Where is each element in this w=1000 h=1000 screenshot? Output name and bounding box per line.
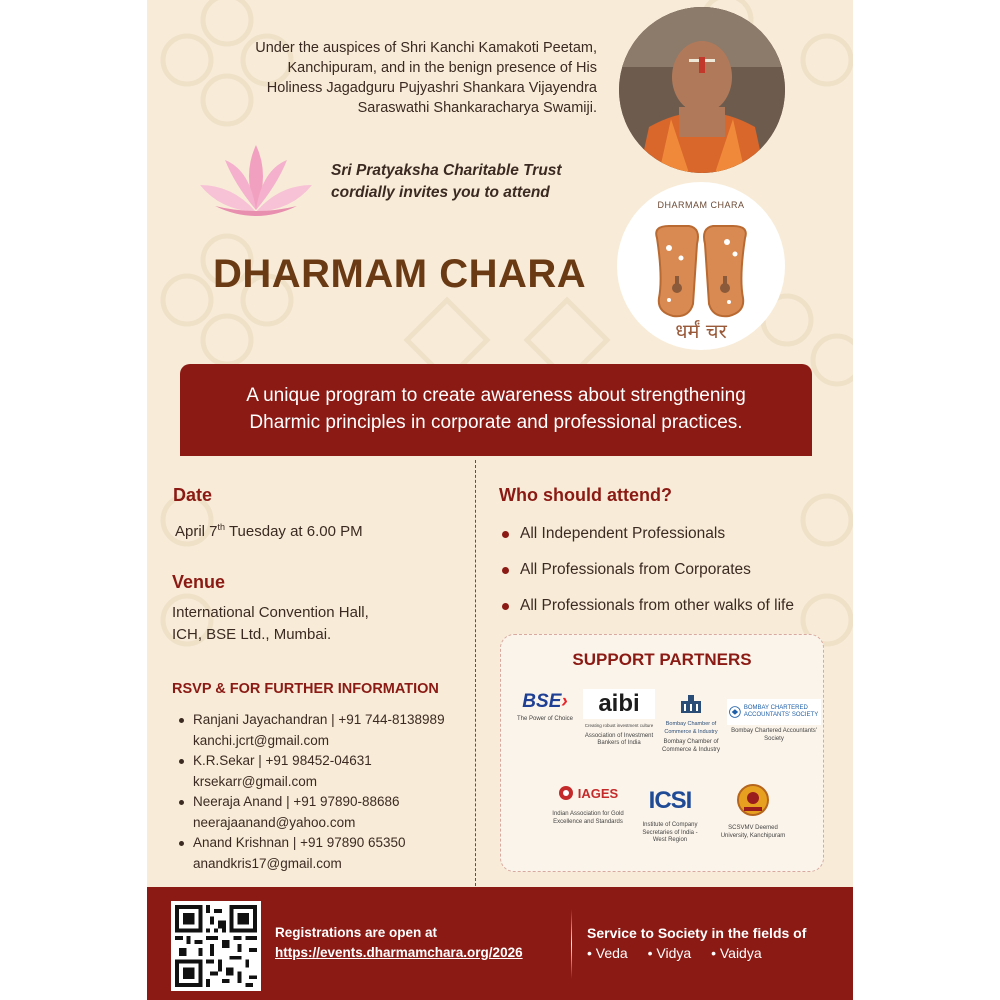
contact-email[interactable]: krsekarr@gmail.com [193,773,317,789]
rsvp-contact [177,710,467,751]
partner-scsvmv [715,783,791,840]
column-divider [475,460,476,886]
invitation-text [331,160,621,204]
partner-iages [549,785,627,826]
bcci-building-icon [678,693,704,713]
bcas-caption: Bombay Chartered Accountants' Society [731,728,817,742]
attend-item: All Professionals from other walks of life [499,588,839,624]
dharmam-chara-logo [617,182,785,350]
banner-line: Dharmic principles in corporate and professional practices. [249,412,743,433]
aibi-tagline: Creating robust investment culture [584,723,654,728]
partner-aibi [583,689,655,748]
logo-caption: DHARMAM CHARA [657,200,745,210]
iages-caption: Indian Association for Gold Excellence and Standards [552,811,624,825]
bcas-emblem-icon [729,701,741,723]
date-text-post: Tuesday at 6.00 PM [225,523,363,540]
icsi-caption: Institute of Company Secretaries of India - West Region [642,822,698,843]
registration-link[interactable]: https://events.dharmamchara.org/2026 [275,945,523,960]
scsvmv-caption: SCSVMV Deemed University, Kanchipuram [720,825,786,839]
banner-text [200,382,792,436]
support-partners-box [500,634,824,872]
bse-mark: BSE [522,691,562,712]
bse-tagline: The Power of Choice [516,716,574,722]
logo-devanagari: धर्मं चर [675,319,727,342]
date-text-pre: April 7 [175,523,218,540]
attend-heading: Who should attend? [499,485,672,505]
qr-code-icon [175,905,257,987]
paduka-icon [639,218,763,342]
bcas-mark: BOMBAY CHARTERED ACCOUNTANTS' SOCIETY [743,705,819,718]
bse-logo: BSE› [522,691,568,712]
registration-label: Registrations are open at [275,925,438,940]
auspices-line: Under the auspices of Shri Kanchi Kamakoti Peetam, [255,40,597,56]
bcas-logo [727,699,821,725]
contact-name-phone: K.R.Sekar | +91 98452-04631 [193,753,372,768]
rsvp-contact [177,751,467,792]
contact-name-phone: Anand Krishnan | +91 97890 65350 [193,835,406,850]
field-vidya: • Vidya [647,945,692,961]
registration-text [275,923,523,963]
lotus-icon [195,140,317,222]
rsvp-contact [177,792,467,833]
auspices-text [207,38,597,118]
contact-name-phone: Neeraja Anand | +91 97890-88686 [193,794,400,809]
program-banner [180,364,812,456]
partner-bse [509,691,581,724]
partner-bcas [727,699,821,743]
venue-line: International Convention Hall, [172,604,369,621]
contact-name-phone: Ranjani Jayachandran | +91 744-8138989 [193,712,445,727]
attend-list [499,516,839,624]
bcci-mark: Bombay Chamber of Commerce & Industry [664,721,718,735]
banner-line: A unique program to create awareness about strengthening [246,385,746,406]
venue-line: ICH, BSE Ltd., Mumbai. [172,626,332,643]
swamiji-portrait [619,7,785,173]
bcci-caption: Bombay Chamber of Commerce & Industry [661,739,721,753]
rsvp-contact [177,833,467,874]
venue-heading: Venue [172,572,226,592]
scsvmv-emblem-icon [736,783,770,817]
partner-bcci [657,693,725,754]
aibi-caption: Association of Investment Bankers of India [584,732,654,746]
contact-email[interactable]: neerajaanand@yahoo.com [193,814,356,830]
attend-item: All Independent Professionals [499,516,839,552]
auspices-line: Saraswathi Shankaracharya Swamiji. [357,100,597,116]
partners-heading: SUPPORT PARTNERS [572,650,752,669]
rsvp-heading: RSVP & FOR FURTHER INFORMATION [172,681,439,697]
contact-email[interactable]: anandkris17@gmail.com [193,855,342,871]
field-vaidya: • Vaidya [711,945,762,961]
date-heading: Date [173,485,213,505]
iages-logo [549,785,627,801]
auspices-line: Holiness Jagadguru Pujyashri Shankara Vijayendra [266,80,597,96]
date-superscript: th [217,522,226,532]
footer-divider [571,909,572,979]
registration-qr-code[interactable] [171,901,261,991]
service-label: Service to Society in the fields of [587,925,807,941]
event-title: DHARMAM CHARA [213,252,587,296]
venue-text [172,602,369,646]
aibi-logo: aibi [583,689,655,719]
icsi-logo: ICSI [648,787,692,814]
field-veda: • Veda [587,945,628,961]
iages-emblem-icon [558,785,574,801]
iages-mark: IAGES [577,785,619,801]
event-poster [147,0,853,1000]
partner-icsi [635,783,705,845]
invite-line: Sri Pratyaksha Charitable Trust [331,162,562,179]
footer [147,887,853,1000]
service-fields [587,945,778,961]
date-text [175,516,363,543]
rsvp-contact-list [177,710,467,874]
contact-email[interactable]: kanchi.jcrt@gmail.com [193,732,329,748]
attend-item: All Professionals from Corporates [499,552,839,588]
auspices-line: Kanchipuram, and in the benign presence of His [287,60,597,76]
invite-line: cordially invites you to attend [331,184,550,201]
